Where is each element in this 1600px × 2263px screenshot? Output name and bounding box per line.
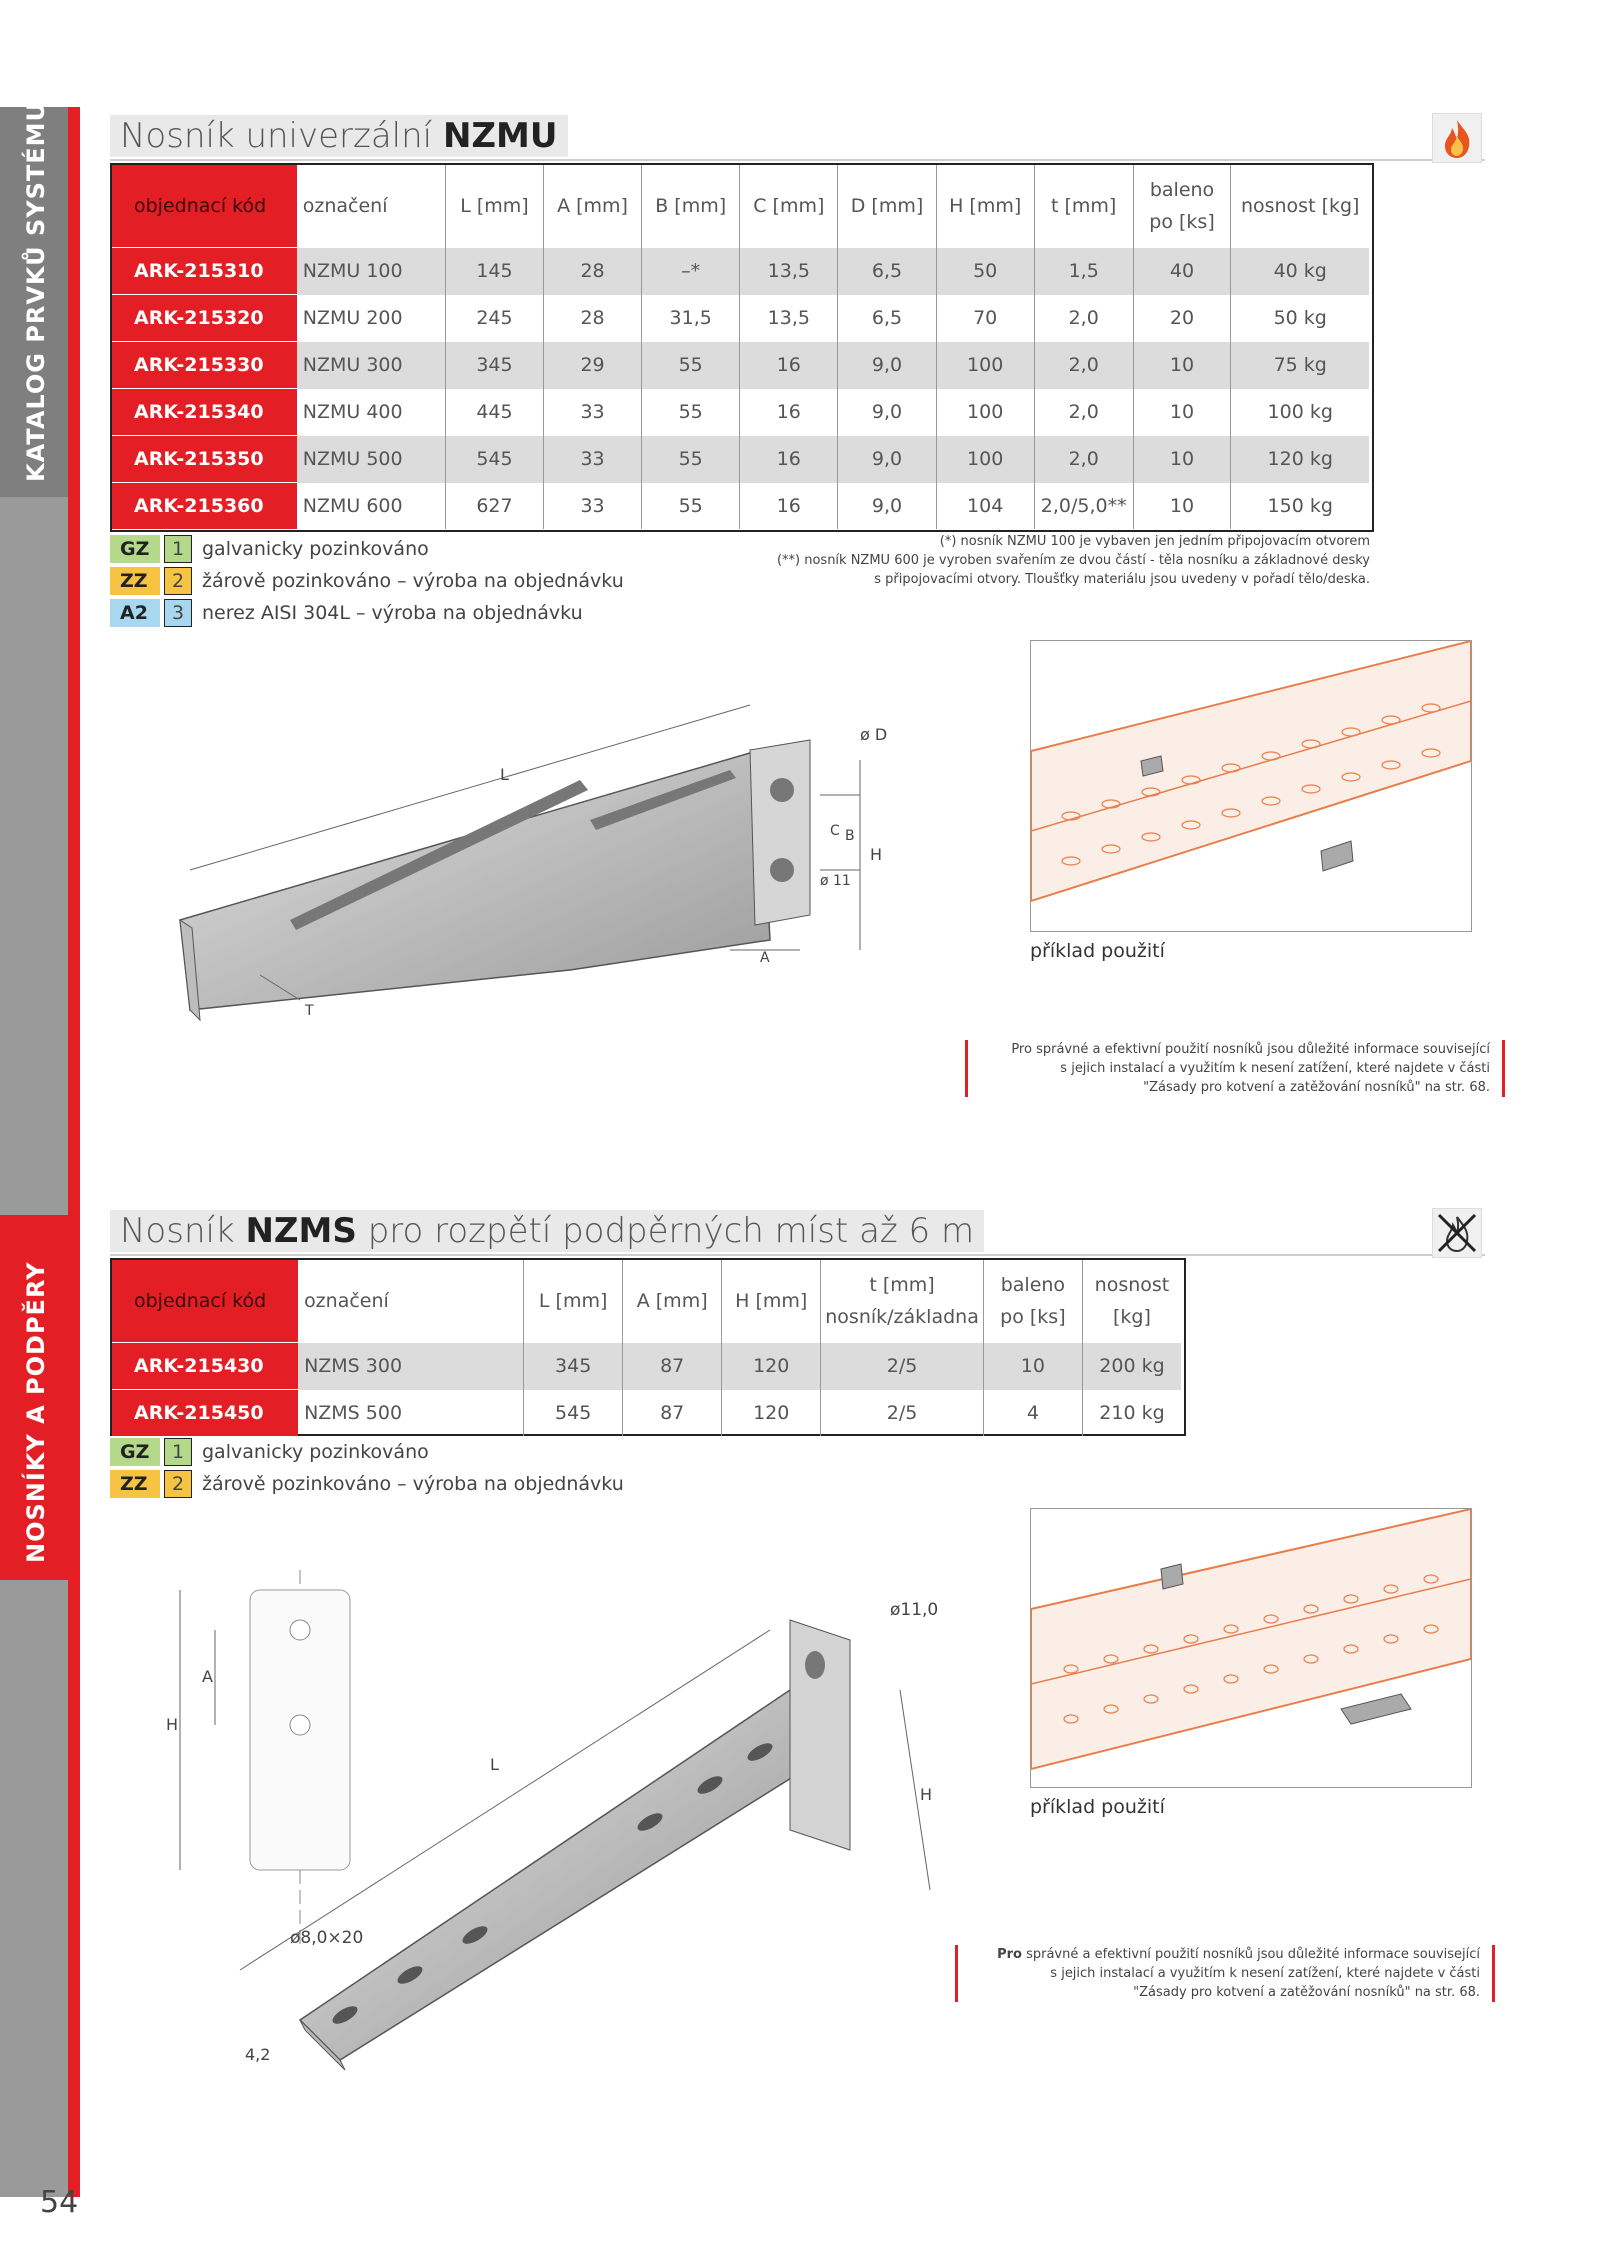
col-header: C [mm] — [740, 165, 838, 248]
dim-label: ø11,0 — [890, 1600, 939, 1620]
legend-number: 3 — [164, 599, 192, 627]
cell: 87 — [623, 1390, 722, 1437]
cell: 29 — [543, 342, 641, 389]
order-code: ARK-215430 — [112, 1343, 298, 1390]
col-header: B [mm] — [642, 165, 740, 248]
sidebar-catalog-tab — [0, 100, 68, 497]
cell: 9,0 — [838, 389, 936, 436]
note-text: správné a efektivní použití nosníků jsou důležité informace související — [1021, 1947, 1480, 1962]
section2-legend — [110, 1437, 624, 1499]
section1-title-light: Nosník univerzální — [120, 116, 443, 156]
cell: 13,5 — [740, 295, 838, 342]
section1-title — [110, 115, 568, 157]
cell: 445 — [445, 389, 543, 436]
section1-example-caption: příklad použití — [1030, 940, 1165, 962]
col-header: D [mm] — [838, 165, 936, 248]
cell: 345 — [524, 1343, 623, 1390]
section1-title-rule — [110, 159, 1485, 161]
dim-label: T — [305, 1003, 314, 1019]
cell: 10 — [1133, 436, 1231, 483]
cell: 16 — [740, 483, 838, 530]
note-line: "Zásady pro kotvení a zatěžování nosníků" na str. 68. — [1143, 1080, 1490, 1095]
cell: NZMS 500 — [298, 1390, 524, 1437]
legend-code: ZZ — [110, 1470, 160, 1498]
footnote: (**) nosník NZMU 600 je vyroben svařením ze dvou částí - těla nosníku a základnové desky — [776, 553, 1370, 568]
table-row — [112, 342, 1369, 389]
cell: 545 — [445, 436, 543, 483]
section1-example-photo — [1030, 640, 1472, 932]
no-fire-icon — [1432, 1208, 1482, 1258]
cell: 40 — [1133, 248, 1231, 295]
cell: NZMU 500 — [297, 436, 446, 483]
cell: 145 — [445, 248, 543, 295]
cell: 9,0 — [838, 342, 936, 389]
order-code: ARK-215310 — [112, 248, 297, 295]
section2-note — [955, 1945, 1495, 2002]
col-header: nosnost [kg] — [1094, 1274, 1170, 1329]
section1-legend — [110, 534, 624, 628]
cell: 2,0 — [1034, 436, 1133, 483]
section1-table — [112, 165, 1369, 529]
sidebar-accent-line — [68, 107, 80, 2197]
col-header: t [mm] — [1034, 165, 1133, 248]
section2-example-caption: příklad použití — [1030, 1796, 1165, 1818]
cell: NZMU 400 — [297, 389, 446, 436]
cell: 33 — [543, 436, 641, 483]
cell: 100 kg — [1267, 401, 1333, 423]
col-header: H [mm] — [722, 1260, 821, 1343]
legend-item — [110, 534, 624, 564]
dim-label: H — [920, 1785, 933, 1804]
cell: 2,0 — [1034, 342, 1133, 389]
table-header-row — [112, 1260, 1181, 1343]
legend-item — [110, 598, 624, 628]
cell: 28 — [543, 248, 641, 295]
cable-tray-illustration — [1031, 1509, 1471, 1787]
table-row — [112, 1343, 1181, 1390]
legend-text: žárově pozinkováno – výroba na objednávku — [202, 570, 624, 592]
cell: 150 kg — [1267, 494, 1333, 517]
col-header: L [mm] — [524, 1260, 623, 1343]
cell: 16 — [740, 342, 838, 389]
cell: 4 — [983, 1390, 1082, 1437]
legend-text: galvanicky pozinkováno — [202, 1441, 429, 1463]
col-header: označení — [298, 1260, 524, 1343]
cell: 55 — [642, 342, 740, 389]
cell: 245 — [445, 295, 543, 342]
cell: 100 — [936, 389, 1034, 436]
table-row — [112, 483, 1369, 530]
cell: 75 kg — [1231, 342, 1369, 389]
cell: 10 — [1133, 483, 1231, 530]
col-header: označení — [297, 165, 446, 248]
table-header-row — [112, 165, 1369, 248]
section1-footnotes — [700, 532, 1370, 589]
legend-number: 2 — [164, 1470, 192, 1498]
cell: 2,0 — [1034, 295, 1133, 342]
dim-label: ø8,0×20 — [290, 1928, 364, 1948]
cell: 200 kg — [1082, 1343, 1181, 1390]
legend-number: 2 — [164, 567, 192, 595]
section2-title-rule — [110, 1254, 1485, 1256]
cell: 10 — [1133, 342, 1231, 389]
cell: 9,0 — [838, 483, 936, 530]
dim-label: ø 11 — [820, 873, 851, 889]
nzmu-technical-drawing — [170, 690, 930, 1030]
section2-title — [110, 1210, 984, 1252]
note-line — [970, 1945, 1480, 1964]
dim-label: L — [490, 1755, 499, 1774]
col-header: A [mm] — [623, 1260, 722, 1343]
cell: 55 — [642, 389, 740, 436]
order-code: ARK-215340 — [112, 389, 297, 436]
order-code: ARK-215350 — [112, 436, 297, 483]
col-header: objednací kód — [112, 1260, 298, 1343]
section1-note — [965, 1040, 1505, 1097]
cell: 120 — [722, 1390, 821, 1437]
order-code: ARK-215330 — [112, 342, 297, 389]
col-header: H [mm] — [936, 165, 1034, 248]
legend-text: nerez AISI 304L – výroba na objednávku — [202, 602, 583, 624]
legend-number: 1 — [164, 535, 192, 563]
cell: 120 — [722, 1343, 821, 1390]
dim-label: ø D — [860, 725, 888, 744]
note-line: s jejich instalací a využitím k nesení zatížení, které najdete v části — [1050, 1966, 1480, 1981]
cell: 13,5 — [740, 248, 838, 295]
section2-title-light: pro rozpětí podpěrných míst až 6 m — [356, 1211, 975, 1251]
cell: 210 kg — [1099, 1401, 1165, 1424]
cell: –* — [642, 248, 740, 295]
section1-title-bold: NZMU — [442, 116, 558, 156]
legend-item — [110, 1469, 624, 1499]
col-header: t [mm] nosník/základna — [821, 1260, 984, 1343]
dim-label: A — [760, 950, 770, 966]
cell: 545 — [524, 1390, 623, 1437]
order-code: ARK-215320 — [112, 295, 297, 342]
cell: 87 — [623, 1343, 722, 1390]
cell: 120 kg — [1231, 436, 1369, 483]
cell: 10 — [1133, 389, 1231, 436]
order-code: ARK-215450 — [112, 1390, 298, 1437]
cell: NZMU 300 — [297, 342, 446, 389]
table-row — [112, 248, 1369, 295]
cell: NZMS 300 — [298, 1343, 524, 1390]
note-line: Pro správné a efektivní použití nosníků jsou důležité informace související — [1011, 1042, 1490, 1057]
legend-code: GZ — [110, 1438, 160, 1466]
cell: NZMU 200 — [297, 295, 446, 342]
nzms-technical-drawing — [150, 1560, 950, 2080]
cell: 33 — [543, 389, 641, 436]
cell: 100 — [936, 436, 1034, 483]
col-header: nosnost [kg] — [1240, 195, 1360, 218]
cell: 6,5 — [838, 295, 936, 342]
col-header: baleno po [ks] — [983, 1260, 1082, 1343]
cell: 31,5 — [642, 295, 740, 342]
cell: 1,5 — [1034, 248, 1133, 295]
note-line: "Zásady pro kotvení a zatěžování nosníků" na str. 68. — [1133, 1985, 1480, 2000]
cell: 2,0/5,0** — [1034, 483, 1133, 530]
col-header: baleno po [ks] — [1133, 165, 1231, 248]
section2-title-bold: NZMS — [245, 1211, 357, 1251]
cell: 9,0 — [838, 436, 936, 483]
note-line: s jejich instalací a využitím k nesení zatížení, které najdete v části — [1060, 1061, 1490, 1076]
cell: 627 — [445, 483, 543, 530]
footnote: (*) nosník NZMU 100 je vybaven jen jedním připojovacím otvorem — [939, 534, 1370, 549]
cell: NZMU 100 — [297, 248, 446, 295]
cell: 55 — [642, 483, 740, 530]
col-header: A [mm] — [543, 165, 641, 248]
fire-icon — [1432, 113, 1482, 163]
legend-text: galvanicky pozinkováno — [202, 538, 429, 560]
table-row — [112, 389, 1369, 436]
cell: 16 — [740, 389, 838, 436]
dim-label: C — [830, 823, 840, 839]
cell: 6,5 — [838, 248, 936, 295]
cell: 50 kg — [1273, 307, 1327, 329]
legend-text: žárově pozinkováno – výroba na objednávku — [202, 1473, 624, 1495]
dim-label: H — [166, 1715, 179, 1734]
dim-label: H — [870, 845, 883, 864]
dim-label: 4,2 — [245, 2045, 271, 2064]
sidebar-catalog-label: KATALOG PRVKŮ SYSTÉMU — [22, 100, 50, 482]
note-bold: Pro — [997, 1947, 1022, 1962]
dim-label: L — [500, 765, 509, 784]
table-row — [112, 1390, 1181, 1437]
cell: 10 — [983, 1343, 1082, 1390]
sidebar-section-label: NOSNÍKY A PODPĚRY — [22, 1261, 50, 1563]
cell: 2,0 — [1034, 389, 1133, 436]
col-header: objednací kód — [112, 165, 297, 248]
cell: 100 — [936, 342, 1034, 389]
cell: 70 — [936, 295, 1034, 342]
table-row — [112, 295, 1369, 342]
cell: NZMU 600 — [297, 483, 446, 530]
section2-example-photo — [1030, 1508, 1472, 1788]
legend-item — [110, 566, 624, 596]
legend-code: A2 — [110, 599, 160, 627]
legend-number: 1 — [164, 1438, 192, 1466]
cable-tray-illustration — [1031, 641, 1471, 931]
dim-label: B — [845, 828, 855, 844]
cell: 40 kg — [1231, 248, 1369, 295]
footnote: s připojovacími otvory. Tloušťky materiálu jsou uvedeny v pořadí tělo/deska. — [874, 572, 1370, 587]
cell: 16 — [740, 436, 838, 483]
table-row — [112, 436, 1369, 483]
cell: 33 — [543, 483, 641, 530]
section2-table — [112, 1260, 1181, 1436]
cell: 50 — [936, 248, 1034, 295]
sidebar-section-tab — [0, 1215, 68, 1580]
cell: 2/5 — [821, 1390, 984, 1437]
cell: 28 — [543, 295, 641, 342]
cell: 345 — [445, 342, 543, 389]
cell: 2/5 — [821, 1343, 984, 1390]
section2-title-light: Nosník — [120, 1211, 246, 1251]
cell: 104 — [936, 483, 1034, 530]
legend-code: ZZ — [110, 567, 160, 595]
legend-item — [110, 1437, 624, 1467]
cell: 20 — [1133, 295, 1231, 342]
order-code: ARK-215360 — [112, 483, 297, 530]
legend-code: GZ — [110, 535, 160, 563]
col-header: L [mm] — [445, 165, 543, 248]
cell: 55 — [642, 436, 740, 483]
dim-label: A — [202, 1667, 213, 1686]
page-number: 54 — [40, 2185, 79, 2220]
